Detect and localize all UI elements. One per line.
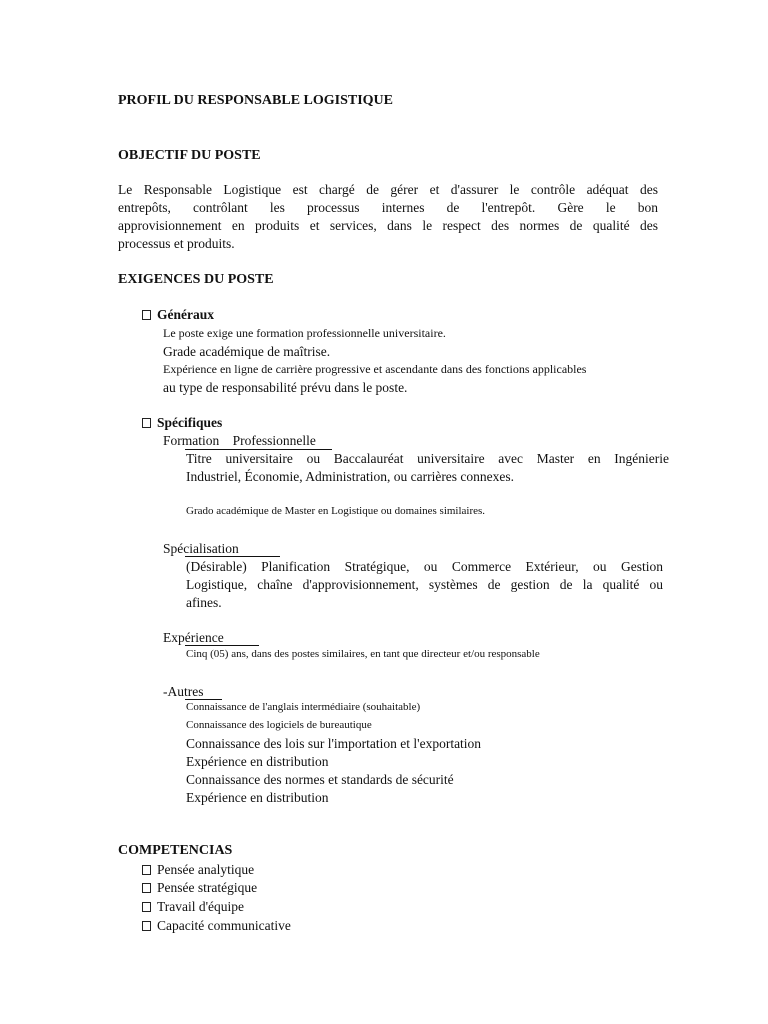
autres-item: Connaissance des normes et standards de sécurité [186, 772, 454, 787]
generaux-line-1: Le poste exige une formation professionnelle universitaire. [163, 326, 446, 340]
checkbox-icon [142, 418, 151, 428]
objectif-line-3: approvisionnement en produits et services, dans le respect des normes de qualité des [118, 218, 658, 233]
objectif-line-4: processus et produits. [118, 236, 235, 251]
generaux-item [142, 307, 214, 323]
generaux-label: Généraux [157, 307, 214, 322]
checkbox-icon [142, 310, 151, 320]
competencia-label: Pensée analytique [157, 862, 255, 877]
formation-extra: Grado académique de Master en Logistique ou domaines similaires. [186, 505, 486, 517]
experience-line: Cinq (05) ans, dans des postes similaires, en tant que directeur et/ou responsable [186, 648, 540, 660]
objectif-line-2: entrepôts, contrôlant les processus internes de l'entrepôt. Gère le bon [118, 200, 658, 215]
competencia-label: Pensée stratégique [157, 880, 258, 895]
checkbox-icon [142, 902, 151, 912]
checkbox-icon [142, 921, 151, 931]
generaux-line-4: au type de responsabilité prévu dans le poste. [163, 380, 408, 395]
competencia-item [142, 899, 244, 915]
competencia-item [142, 862, 254, 878]
autres-item: Expérience en distribution [186, 790, 329, 805]
autres-item: Connaissance de l'anglais intermédiaire (souhaitable) [186, 701, 421, 713]
specialisation-underline [185, 556, 280, 557]
competencia-label: Travail d'équipe [157, 899, 245, 914]
autres-item: Expérience en distribution [186, 754, 329, 769]
autres-item: Connaissance des logiciels de bureautique [186, 719, 372, 731]
competencia-item [142, 880, 257, 896]
formation-line-1: Titre universitaire ou Baccalauréat universitaire avec Master en Ingénierie [186, 451, 669, 466]
formation-line-2: Industriel, Économie, Administration, ou carrières connexes. [186, 469, 515, 484]
specialisation-line-1: (Désirable) Planification Stratégique, ou Commerce Extérieur, ou Gestion [186, 559, 663, 574]
experience-label: Expérience [163, 630, 224, 645]
autres-item: Connaissance des lois sur l'importation et l'exportation [186, 736, 482, 751]
competencia-item [142, 918, 291, 934]
formation-label: Formation Professionnelle [163, 433, 316, 448]
competencia-label: Capacité communicative [157, 918, 291, 933]
generaux-line-3: Expérience en ligne de carrière progressive et ascendante dans des fonctions applicables [163, 362, 587, 376]
formation-underline [185, 449, 332, 450]
objectif-line-1: Le Responsable Logistique est chargé de gérer et d'assurer le contrôle adéquat des [118, 182, 658, 197]
specifiques-label: Spécifiques [157, 415, 223, 430]
objectif-heading: OBJECTIF DU POSTE [118, 148, 261, 163]
competencias-heading: COMPETENCIAS [118, 843, 233, 858]
experience-underline [185, 645, 259, 646]
specialisation-line-2: Logistique, chaîne d'approvisionnement, systèmes de gestion de la qualité ou [186, 577, 663, 592]
generaux-line-2: Grade académique de maîtrise. [163, 344, 331, 359]
checkbox-icon [142, 883, 151, 893]
exigences-heading: EXIGENCES DU POSTE [118, 272, 274, 287]
specifiques-item [142, 415, 222, 431]
specialisation-line-3: afines. [186, 595, 222, 610]
checkbox-icon [142, 865, 151, 875]
specialisation-label: Spécialisation [163, 541, 239, 556]
autres-label: -Autres [163, 684, 204, 699]
autres-underline [185, 699, 222, 700]
document-title: PROFIL DU RESPONSABLE LOGISTIQUE [118, 93, 394, 108]
